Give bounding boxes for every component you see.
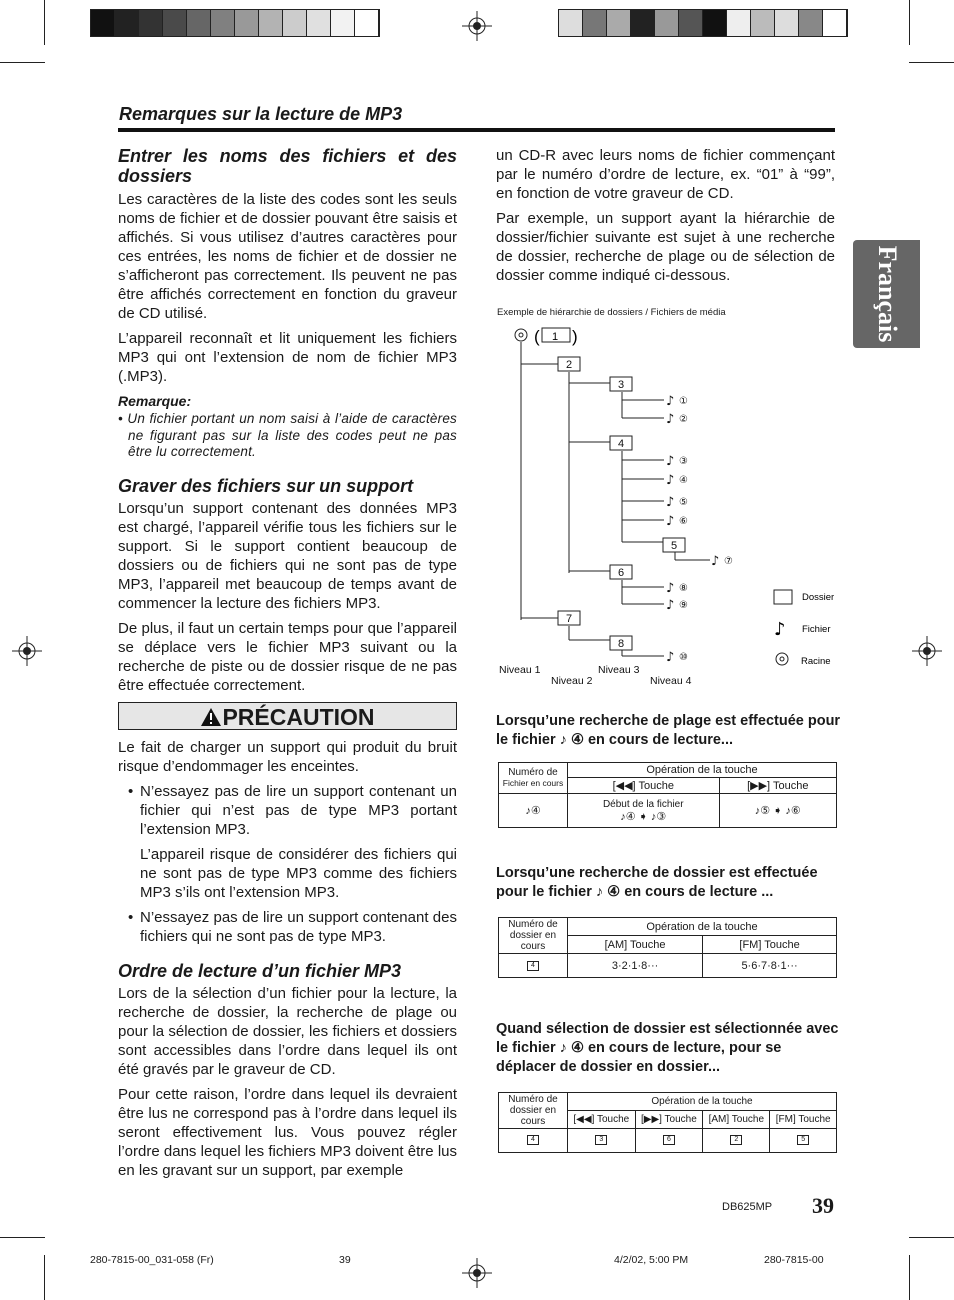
svg-text:⑦: ⑦ — [724, 556, 733, 567]
bullet-continuation: L’appareil risque de considérer des fichiers qui ne sont pas de type MP3 comme des fichiers MP3 s’ils ont l’extension MP3. — [140, 846, 457, 901]
svg-text:⑧: ⑧ — [679, 583, 688, 594]
svg-text:6: 6 — [618, 567, 625, 579]
svg-text:Niveau 2: Niveau 2 — [551, 675, 593, 687]
table-cell: 4 — [499, 954, 568, 978]
table-cell: 5 — [770, 1129, 837, 1153]
table-header: Opération de la touche — [568, 763, 837, 778]
svg-text:4: 4 — [618, 438, 625, 450]
crop-mark — [909, 0, 910, 45]
page-number: 39 — [812, 1193, 834, 1218]
heading-track-search: Lorsqu’une recherche de plage est effectuée pour le fichier ♪ ④ en cours de lecture... — [496, 713, 841, 748]
svg-text:♪: ♪ — [666, 514, 675, 529]
svg-text:④: ④ — [679, 475, 688, 486]
remark-label: Remarque: — [118, 393, 192, 409]
table-cell: Numéro de Fichier en cours — [499, 763, 568, 794]
registration-mark-icon — [462, 1258, 492, 1288]
heading-file-names: Entrer les noms des fichiers et des dossiers — [118, 146, 457, 186]
crop-mark — [909, 62, 954, 63]
table-header: [AM] Touche — [568, 936, 703, 954]
paragraph: Les caractères de la liste des codes sont les seuls noms de fichier et de dossier pouvant être saisis et affichés. Si vous utilisez d’autres caractères pour ces entrées, les noms de fichier et de dossier ne s’afficheront pas correctement. Ils peuvent ne pas être affichés correctement en fonction du graveur de CD utilisé. — [118, 191, 457, 322]
svg-text:8: 8 — [618, 638, 625, 650]
svg-text:(: ( — [534, 327, 540, 346]
crop-mark — [0, 62, 45, 63]
crop-mark — [44, 1255, 45, 1300]
footer-date: 4/2/02, 5:00 PM — [614, 1254, 689, 1266]
svg-text:⑥: ⑥ — [679, 516, 688, 527]
heading-play-order: Ordre de lecture d’un fichier MP3 — [118, 961, 402, 981]
svg-text:Niveau 3: Niveau 3 — [598, 664, 640, 676]
table-header: [FM] Touche — [770, 1111, 837, 1129]
paragraph: Le fait de charger un support qui produit du bruit risque d’endommager les enceintes. — [118, 739, 457, 775]
paragraph: Pour cette raison, l’ordre dans lequel ils devraient être lus ne correspond pas à l’ordre dans lequel ils seront effectivement lus. Vous pouvez régler l’ordre dans lequel les fichiers MP3 doivent être lus en les gravant sur un support, par exemple — [118, 1086, 457, 1179]
diagram-caption: Exemple de hiérarchie de dossiers / Fichiers de média — [497, 307, 726, 318]
left-column — [118, 146, 457, 461]
table-header: [▶▶] Touche — [719, 778, 836, 794]
registration-mark-icon — [12, 636, 42, 666]
footer-file: 280-7815-00_031-058 (Fr) — [90, 1254, 214, 1266]
table-cell: 3·2·1·8··· — [568, 954, 703, 978]
svg-text:♪: ♪ — [666, 650, 675, 665]
svg-text:1: 1 — [552, 331, 559, 343]
svg-text:③: ③ — [679, 456, 688, 467]
table-cell: ♪⑤ ➧ ♪⑥ — [719, 794, 836, 828]
table-header: [◀◀] Touche — [568, 1111, 636, 1129]
folder-search-table — [498, 917, 837, 978]
bullet-text: N’essayez pas de lire un support contenant un fichier qui n’est pas de type MP3 portant l’extension MP3. — [140, 783, 457, 838]
language-tab — [853, 240, 920, 348]
svg-text:♪: ♪ — [666, 581, 675, 596]
svg-text:Fichier: Fichier — [802, 624, 831, 635]
left-column-4 — [118, 961, 457, 1186]
crop-mark — [909, 1237, 954, 1238]
table-header: [AM] Touche — [703, 1111, 770, 1129]
section-title: Remarques sur la lecture de MP3 — [119, 104, 403, 124]
left-column-3 — [118, 738, 457, 952]
paragraph: Lors de la sélection d’un fichier pour la lecture, la recherche de dossier, la recherche de plage ou pour la sélection de dossier, les fichiers et dossiers sont accessibles dans l’ordre dans lequel ils ont été gravés par le graveur de CD. — [118, 985, 457, 1078]
paragraph: L’appareil reconnaît et lit uniquement les fichiers MP3 qui ont l’extension de nom de fichier MP3 (.MP3). — [118, 330, 457, 385]
svg-text:⑤: ⑤ — [679, 497, 688, 508]
svg-text:♪: ♪ — [666, 394, 675, 409]
precaution-banner — [118, 702, 457, 730]
crop-mark — [44, 0, 45, 45]
table-cell: ♪④ — [499, 794, 568, 828]
registration-mark-icon — [912, 636, 942, 666]
precaution-title: PRÉCAUTION — [222, 704, 375, 730]
svg-text:♪: ♪ — [711, 554, 720, 569]
crop-mark — [909, 1255, 910, 1300]
table-header: [▶▶] Touche — [635, 1111, 703, 1129]
bullet-item: • N’essayez pas de lire un support contenant des fichiers qui ne sont pas de type MP3. — [128, 909, 457, 945]
svg-text:♪: ♪ — [666, 598, 675, 613]
svg-text:②: ② — [679, 414, 688, 425]
table-cell: 5·6·7·8·1··· — [703, 954, 837, 978]
svg-text:2: 2 — [566, 359, 573, 371]
paragraph: De plus, il faut un certain temps pour que l’appareil se déplace vers le fichier MP3 suivant ou la recherche de piste ou de dossier risque de ne pas être effectuée correctement. — [118, 620, 457, 694]
folder-select-table — [498, 1092, 837, 1153]
remark-text: • Un fichier portant un nom saisi à l’aide de caractères ne figurant pas sur la liste des codes peut ne pas être lu correctement. — [118, 411, 457, 459]
svg-text:7: 7 — [566, 613, 573, 625]
heading-folder-search: Lorsqu’une recherche de dossier est effectuée pour le fichier ♪ ④ en cours de lecture ... — [496, 865, 818, 900]
paragraph: un CD-R avec leurs noms de fichier commençant par le numéro d’ordre de lecture, ex. “01” à “99”, en fonction de votre graveur de CD. — [496, 147, 835, 202]
table-cell: Numéro de dossier en cours — [499, 918, 568, 954]
table-header: Opération de la touche — [568, 918, 837, 936]
section-rule — [118, 128, 835, 132]
svg-text:): ) — [572, 327, 578, 346]
heading-burning: Graver des fichiers sur un support — [118, 476, 414, 496]
table-header: [FM] Touche — [703, 936, 837, 954]
svg-text:♪: ♪ — [666, 473, 675, 488]
svg-text:♪: ♪ — [666, 495, 675, 510]
left-column-2 — [118, 476, 457, 701]
paragraph: Lorsqu’un support contenant des données MP3 est chargé, l’appareil vérifie tous les fichiers sur le support. Si le support contient beaucoup de dossiers ou de fichiers qui ne sont pas de type MP3, l’appareil met beaucoup de temps avant de commencer la lecture des fichiers MP3. — [118, 500, 457, 612]
bullet-item: • N’essayez pas de lire un support contenant un fichier qui n’est pas de type MP3 portant l’extension MP3. — [128, 783, 457, 838]
table-header: Opération de la touche — [568, 1093, 837, 1111]
svg-text:3: 3 — [618, 379, 625, 391]
svg-text:♪: ♪ — [666, 412, 675, 427]
table-cell: 4 — [499, 1129, 568, 1153]
table-cell: 3 — [568, 1129, 636, 1153]
color-bar-left — [90, 9, 380, 37]
registration-mark-icon — [462, 11, 492, 41]
paragraph: Par exemple, un support ayant la hiérarchie de dossier/fichier suivante est sujet à une recherche de dossier, recherche de plage ou de sélection de dossier comme indiqué ci-dessous. — [496, 210, 835, 284]
table-cell: Numéro de dossier en cours — [499, 1093, 568, 1129]
svg-text:①: ① — [679, 396, 688, 407]
table-cell: 6 — [635, 1129, 703, 1153]
svg-text:Niveau 1: Niveau 1 — [499, 664, 541, 676]
heading-folder-select: Quand sélection de dossier est sélectionnée avec le fichier ♪ ④ en cours de lecture, pour se déplacer de dossier en dossier... — [496, 1021, 839, 1075]
table-header: [◀◀] Touche — [568, 778, 720, 794]
right-column — [496, 146, 835, 291]
root-icon — [515, 329, 527, 341]
language-tab-label: Français — [872, 245, 902, 343]
bullet-text: N’essayez pas de lire un support contenant des fichiers qui ne sont pas de type MP3. — [140, 909, 457, 945]
table-cell: 2 — [703, 1129, 770, 1153]
crop-mark — [0, 1237, 45, 1238]
model-number: DB625MP — [722, 1201, 773, 1213]
svg-text:♪: ♪ — [666, 454, 675, 469]
svg-text:Niveau 4: Niveau 4 — [650, 675, 692, 687]
table-cell: Début de la fichier ♪④ ➧ ♪③ — [568, 794, 720, 828]
warning-icon — [200, 707, 222, 727]
svg-text:Dossier: Dossier — [802, 592, 835, 603]
svg-text:5: 5 — [671, 540, 678, 552]
svg-text:♪: ♪ — [774, 619, 786, 640]
color-bar-right — [558, 9, 848, 37]
track-search-table — [498, 762, 837, 828]
footer-page: 39 — [339, 1254, 351, 1266]
footer-code: 280-7815-00 — [764, 1254, 824, 1266]
svg-text:Racine: Racine — [801, 656, 831, 667]
folder-hierarchy-diagram — [496, 320, 846, 690]
svg-text:⑨: ⑨ — [679, 600, 688, 611]
svg-text:⑩: ⑩ — [679, 652, 688, 663]
